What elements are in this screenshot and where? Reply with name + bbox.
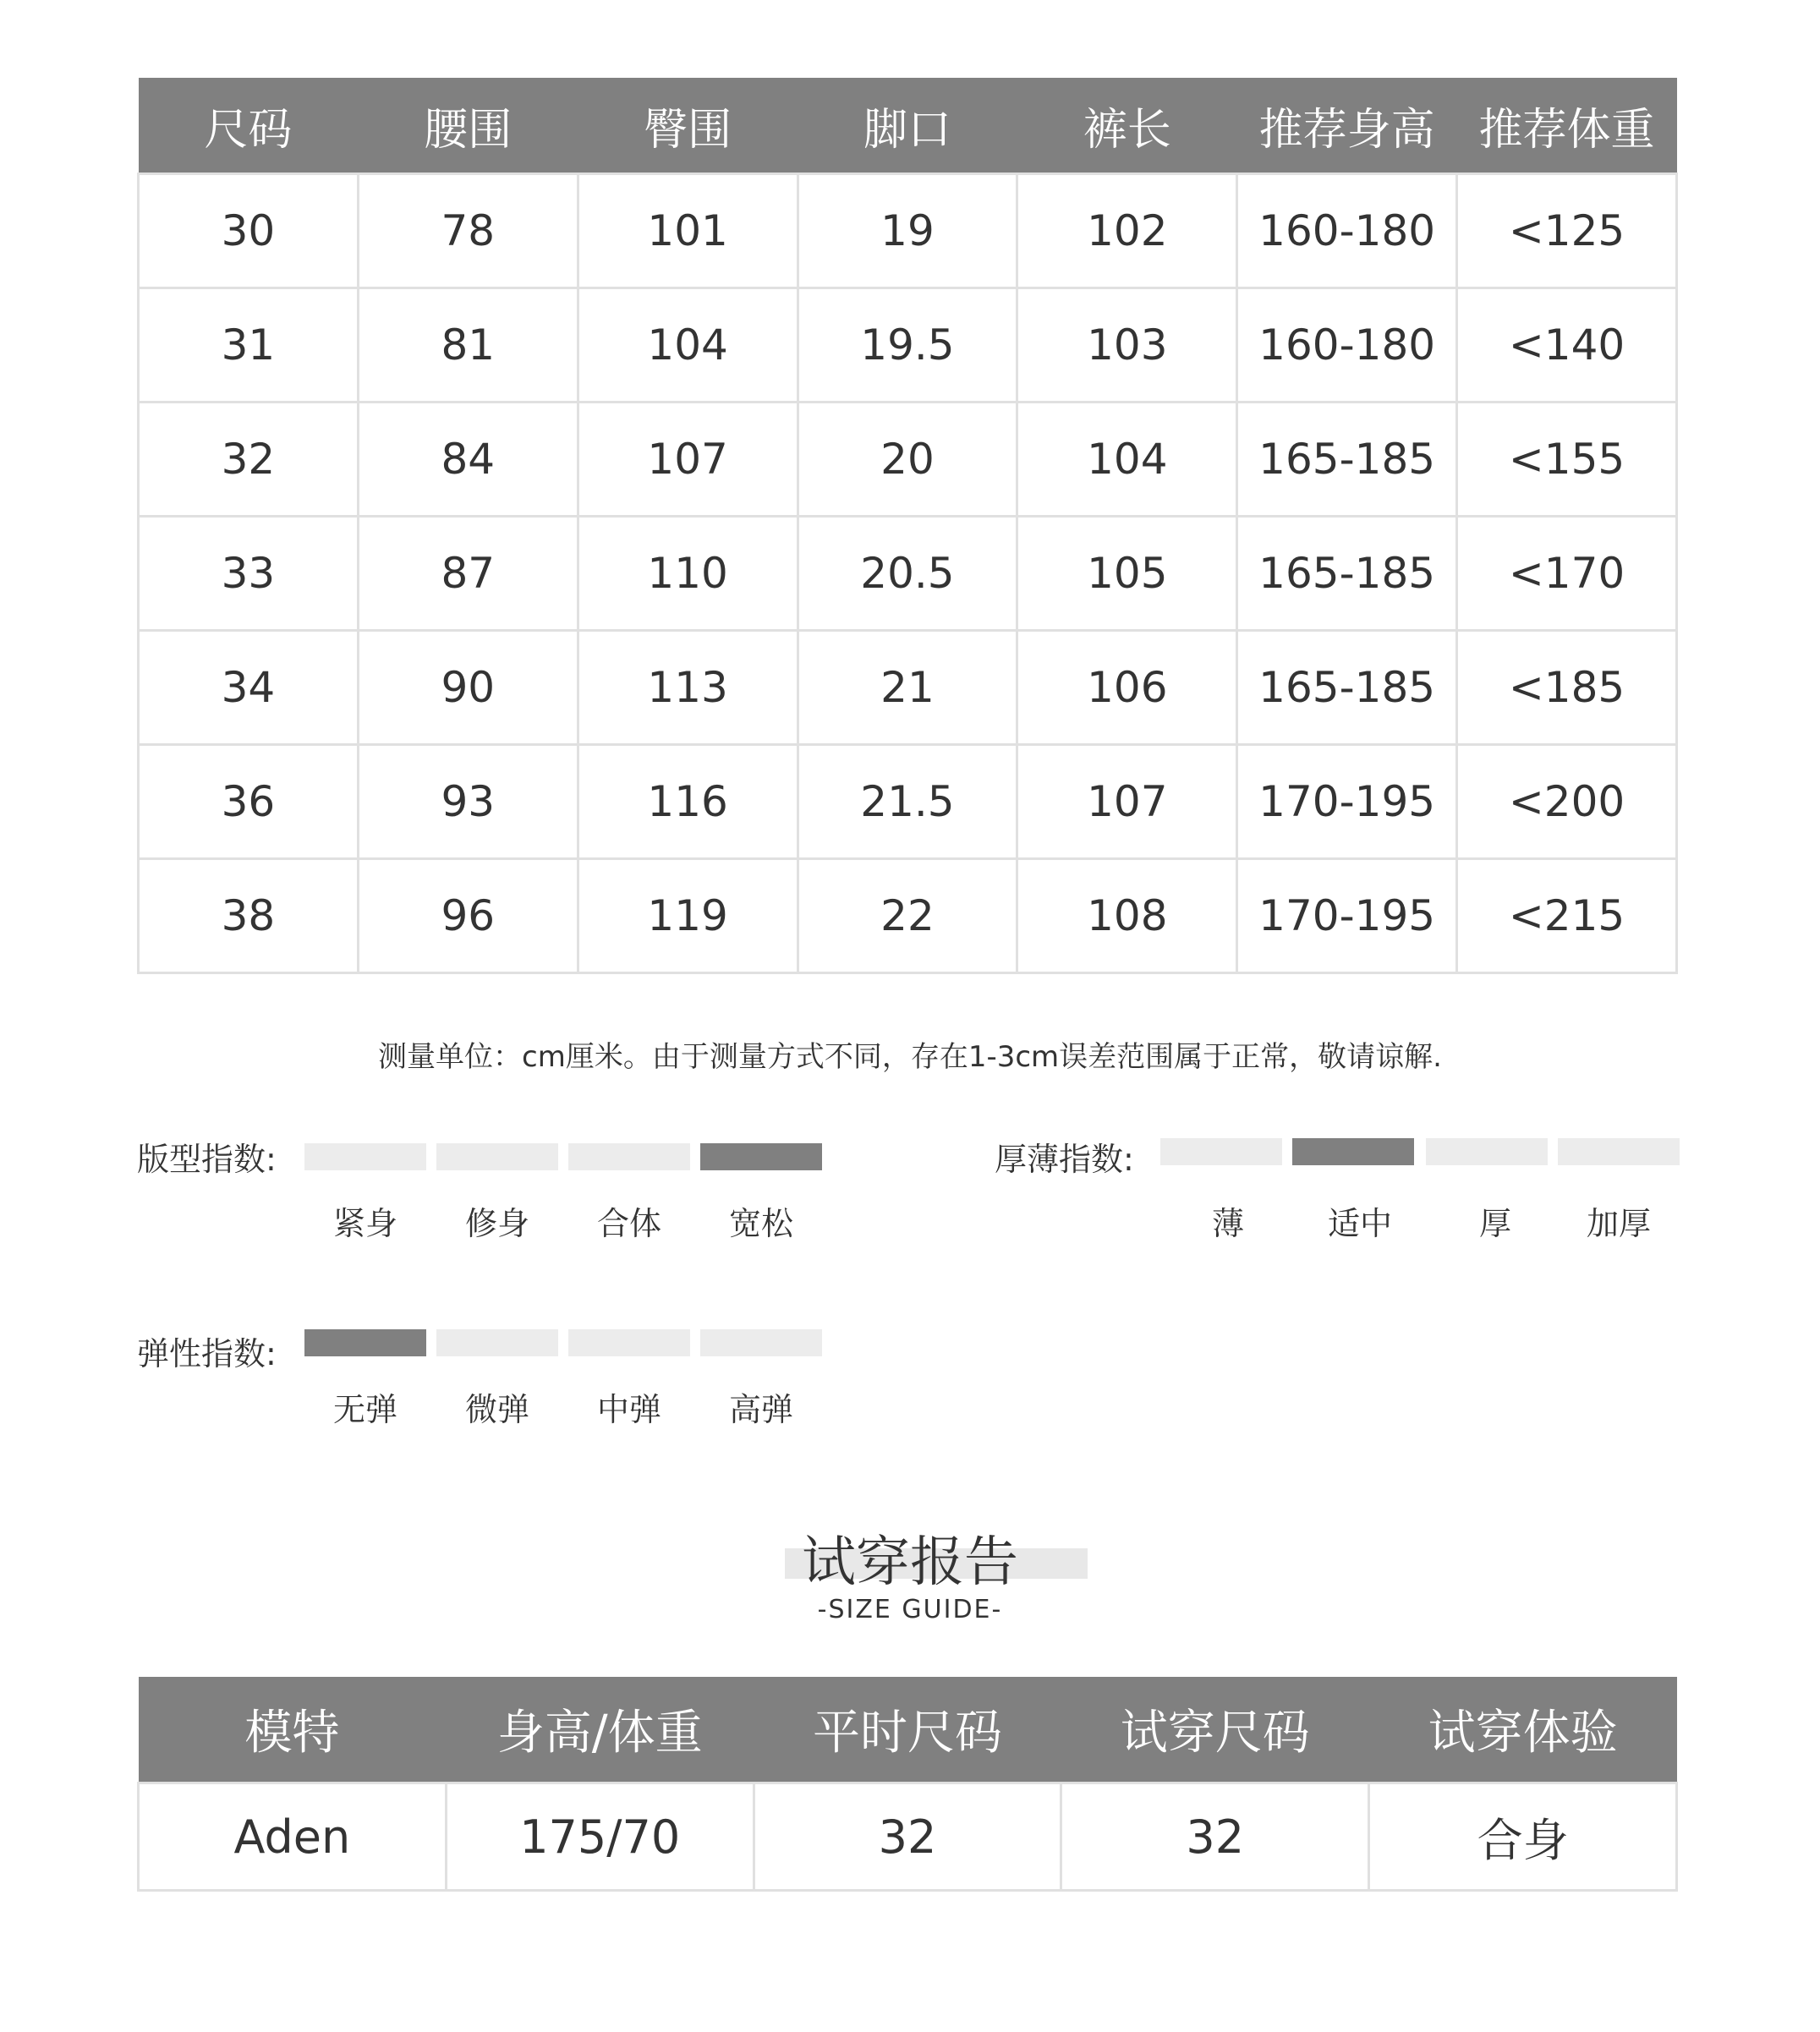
size-chart-header-row	[139, 78, 1677, 174]
header-tryon-experience: 试穿体验	[1369, 1677, 1677, 1783]
table-cell: <155	[1457, 403, 1677, 517]
table-cell: <140	[1457, 288, 1677, 403]
fit-index-label: 版型指数:	[137, 1141, 277, 1178]
elasticity-option-label: 高弹	[728, 1391, 793, 1428]
table-cell: 20.5	[798, 517, 1017, 631]
header-leg-opening: 脚口	[798, 78, 1017, 174]
thickness-bar-4	[1558, 1138, 1680, 1165]
header-hip: 臀围	[578, 78, 798, 174]
table-cell: 32	[1061, 1783, 1369, 1891]
elasticity-option-label: 无弹	[332, 1391, 397, 1428]
table-cell: 22	[798, 859, 1017, 973]
tryon-table	[137, 1677, 1678, 1892]
elasticity-option-label: 中弹	[596, 1391, 661, 1428]
table-cell: 110	[578, 517, 798, 631]
table-cell: <170	[1457, 517, 1677, 631]
size-chart-table	[137, 78, 1678, 974]
table-cell: 30	[139, 174, 359, 288]
table-cell: 116	[578, 745, 798, 859]
table-cell: <215	[1457, 859, 1677, 973]
table-cell: 33	[139, 517, 359, 631]
table-cell: 165-185	[1237, 403, 1457, 517]
measurement-note: 测量单位：cm厘米。由于测量方式不同，存在1-3cm误差范围属于正常，敬请谅解.	[378, 1040, 1442, 1074]
report-title: 试穿报告	[802, 1531, 1018, 1594]
thickness-bar-3	[1426, 1138, 1548, 1165]
table-cell: 78	[358, 174, 578, 288]
thickness-bar-2-selected	[1292, 1138, 1414, 1165]
table-cell: 105	[1017, 517, 1237, 631]
table-cell: 108	[1017, 859, 1237, 973]
report-subtitle: -SIZE GUIDE-	[817, 1595, 1003, 1624]
table-row	[139, 288, 1677, 403]
table-cell: 合身	[1369, 1783, 1677, 1891]
table-cell: 106	[1017, 631, 1237, 745]
table-cell: 104	[1017, 403, 1237, 517]
table-cell: 104	[578, 288, 798, 403]
table-cell: 31	[139, 288, 359, 403]
table-cell: 107	[1017, 745, 1237, 859]
table-cell: 175/70	[446, 1783, 754, 1891]
elasticity-bar-3	[568, 1329, 690, 1356]
fit-option-label: 合体	[596, 1205, 661, 1242]
table-cell: 165-185	[1237, 517, 1457, 631]
header-waist: 腰围	[358, 78, 578, 174]
table-row	[139, 745, 1677, 859]
header-usual-size: 平时尺码	[754, 1677, 1061, 1783]
table-cell: 170-195	[1237, 859, 1457, 973]
header-height-weight: 身高/体重	[446, 1677, 754, 1783]
header-pants-length: 裤长	[1017, 78, 1237, 174]
elasticity-index-label: 弹性指数:	[137, 1335, 277, 1372]
fit-bar-1	[304, 1143, 426, 1170]
thickness-index-label: 厚薄指数:	[995, 1141, 1134, 1178]
table-cell: 87	[358, 517, 578, 631]
fit-bar-4-selected	[700, 1143, 822, 1170]
table-cell: 170-195	[1237, 745, 1457, 859]
table-cell: Aden	[139, 1783, 447, 1891]
table-cell: 84	[358, 403, 578, 517]
table-cell: 19	[798, 174, 1017, 288]
table-cell: 165-185	[1237, 631, 1457, 745]
thickness-option-label: 适中	[1327, 1205, 1392, 1242]
table-row	[139, 859, 1677, 973]
fit-option-label: 紧身	[332, 1205, 397, 1242]
table-cell: <125	[1457, 174, 1677, 288]
fit-bar-2	[436, 1143, 558, 1170]
table-cell: 21.5	[798, 745, 1017, 859]
thickness-bar-1	[1160, 1138, 1282, 1165]
thickness-option-label: 厚	[1478, 1205, 1511, 1242]
table-cell: 90	[358, 631, 578, 745]
table-cell: 20	[798, 403, 1017, 517]
header-model: 模特	[139, 1677, 447, 1783]
table-row	[139, 403, 1677, 517]
table-cell: 160-180	[1237, 174, 1457, 288]
thickness-option-label: 加厚	[1586, 1205, 1651, 1242]
fit-option-label: 修身	[464, 1205, 529, 1242]
table-cell: <200	[1457, 745, 1677, 859]
table-cell: 119	[578, 859, 798, 973]
header-recommended-height: 推荐身高	[1237, 78, 1457, 174]
table-cell: 32	[139, 403, 359, 517]
thickness-option-label: 薄	[1211, 1205, 1244, 1242]
fit-bar-3	[568, 1143, 690, 1170]
table-cell: 38	[139, 859, 359, 973]
table-cell: 113	[578, 631, 798, 745]
table-row	[139, 1783, 1677, 1891]
elasticity-bar-1-selected	[304, 1329, 426, 1356]
header-tryon-size: 试穿尺码	[1061, 1677, 1369, 1783]
tryon-header-row	[139, 1677, 1677, 1783]
table-cell: 101	[578, 174, 798, 288]
fit-option-label: 宽松	[728, 1205, 793, 1242]
elasticity-bar-4	[700, 1329, 822, 1356]
table-cell: 21	[798, 631, 1017, 745]
header-size: 尺码	[139, 78, 359, 174]
table-cell: 160-180	[1237, 288, 1457, 403]
table-cell: 93	[358, 745, 578, 859]
table-cell: <185	[1457, 631, 1677, 745]
table-cell: 107	[578, 403, 798, 517]
table-cell: 81	[358, 288, 578, 403]
table-cell: 96	[358, 859, 578, 973]
elasticity-option-label: 微弹	[464, 1391, 529, 1428]
table-cell: 102	[1017, 174, 1237, 288]
elasticity-bar-2	[436, 1329, 558, 1356]
table-row	[139, 174, 1677, 288]
table-cell: 103	[1017, 288, 1237, 403]
table-cell: 32	[754, 1783, 1061, 1891]
table-cell: 19.5	[798, 288, 1017, 403]
table-row	[139, 517, 1677, 631]
table-cell: 34	[139, 631, 359, 745]
table-cell: 36	[139, 745, 359, 859]
header-recommended-weight: 推荐体重	[1457, 78, 1677, 174]
table-row	[139, 631, 1677, 745]
